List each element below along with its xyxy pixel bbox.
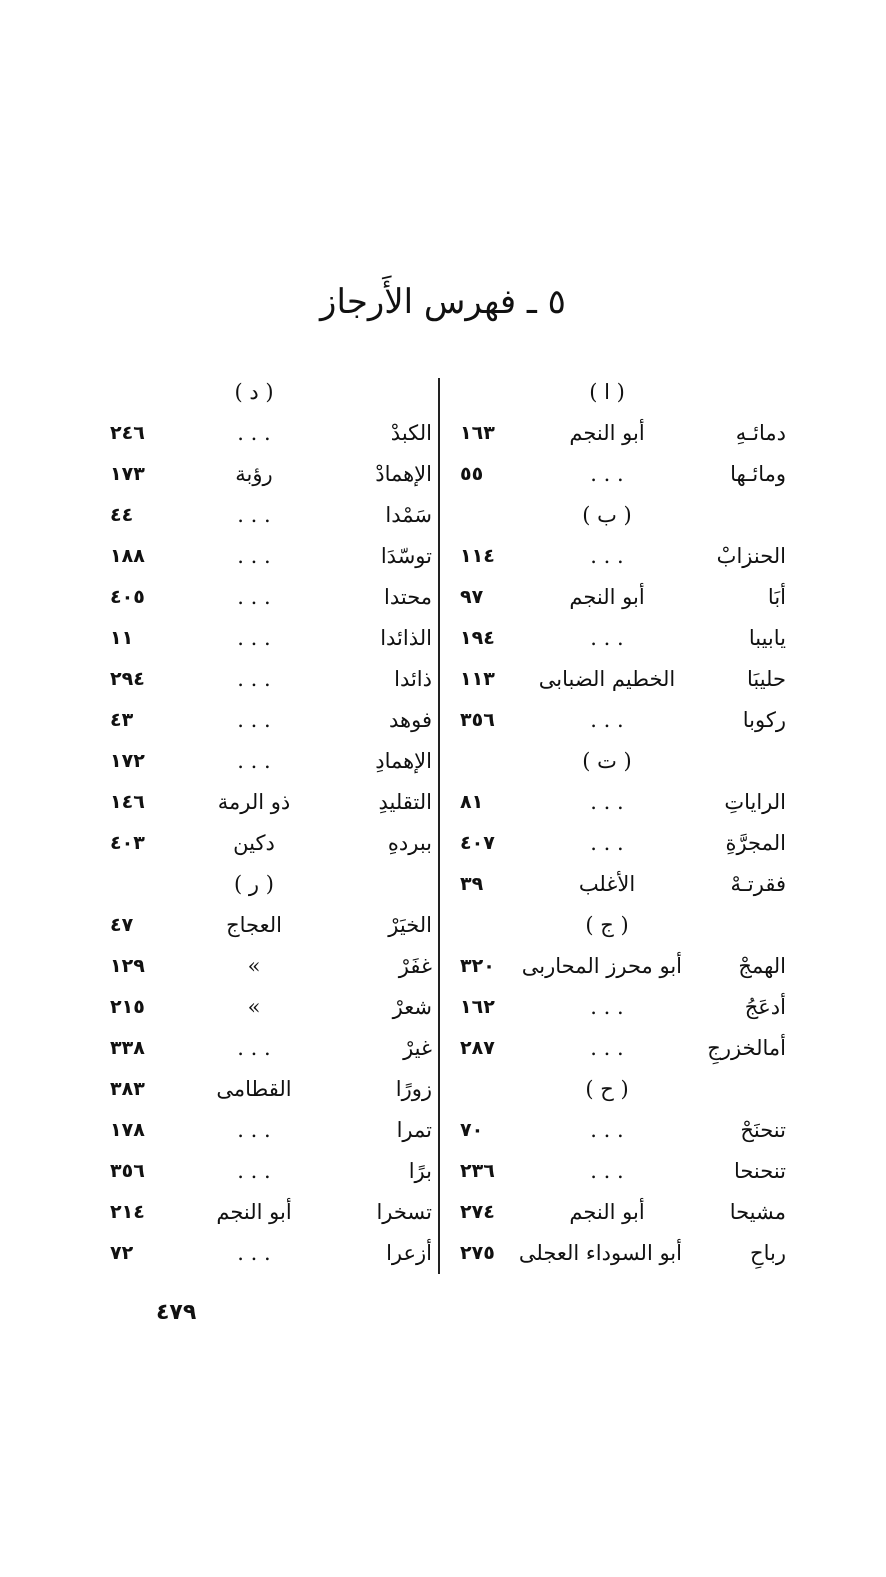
poet-name: . . . xyxy=(590,626,624,650)
page-ref: ١٨٨ xyxy=(110,545,145,567)
poet-name: . . . xyxy=(590,1036,624,1060)
rhyme-word: ركوبا xyxy=(742,708,786,732)
index-entry xyxy=(100,1192,432,1233)
rhyme-word: دمائـهِ xyxy=(735,421,786,445)
poet-name: أبو النجم xyxy=(216,1200,292,1224)
page-ref: ٣٥٦ xyxy=(460,709,495,731)
rhyme-word: تسخرا xyxy=(376,1200,432,1224)
index-entry xyxy=(100,495,432,536)
index-column-left xyxy=(100,372,432,1272)
index-entry xyxy=(446,1192,786,1233)
letter-heading xyxy=(446,372,786,413)
poet-name: رؤبة xyxy=(235,462,273,486)
index-entry xyxy=(446,700,786,741)
poet-name: القطامى xyxy=(216,1077,292,1101)
page-ref: ٥٥ xyxy=(460,463,484,485)
page-ref: ١٦٢ xyxy=(460,996,495,1018)
index-entry xyxy=(100,659,432,700)
rhyme-word: الهمجْ xyxy=(738,954,786,978)
letter-heading-text: ( ب ) xyxy=(582,503,632,527)
index-entry xyxy=(446,413,786,454)
poet-name: . . . xyxy=(590,995,624,1019)
page-number: ٤٧٩ xyxy=(156,1300,197,1325)
letter-heading xyxy=(100,372,432,413)
rhyme-word: الحنزابْ xyxy=(716,544,786,568)
letter-heading xyxy=(446,905,786,946)
page-ref: ٢١٤ xyxy=(110,1201,145,1223)
poet-name: الخطيم الضبابى xyxy=(538,667,676,691)
page-ref: ٢٧٤ xyxy=(460,1201,495,1223)
index-entry xyxy=(446,1233,786,1274)
page-ref: ٣٢٠ xyxy=(460,955,495,977)
poet-name: » xyxy=(247,954,261,978)
page-ref: ٣٣٨ xyxy=(110,1037,145,1059)
rhyme-word: أمالخزرجِ xyxy=(707,1036,786,1060)
rhyme-word: فوهد xyxy=(389,708,432,732)
page-ref: ١١٤ xyxy=(460,545,495,567)
letter-heading-text: ( ا ) xyxy=(589,380,625,404)
index-entry xyxy=(446,1151,786,1192)
index-entry xyxy=(446,1028,786,1069)
poet-name: أبو النجم xyxy=(569,421,645,445)
page-ref: ٨١ xyxy=(460,791,484,813)
rhyme-word: الإهمادِ xyxy=(375,749,432,773)
rhyme-word: أبَا xyxy=(767,585,786,609)
poet-name: أبو محرز المحاربى xyxy=(521,954,682,978)
rhyme-word: غيرْ xyxy=(403,1036,432,1060)
poet-name: . . . xyxy=(237,1241,271,1265)
index-entry xyxy=(446,1110,786,1151)
index-entry xyxy=(100,1151,432,1192)
page-ref: ١٩٤ xyxy=(460,627,495,649)
index-entry xyxy=(100,413,432,454)
poet-name: » xyxy=(247,995,261,1019)
index-entry xyxy=(100,1233,432,1274)
poet-name: . . . xyxy=(590,462,624,486)
index-entry xyxy=(446,659,786,700)
page-ref: ٤٧ xyxy=(110,914,134,936)
page-ref: ١١٣ xyxy=(460,668,495,690)
page-ref: ٣٩ xyxy=(460,873,484,895)
page-ref: ١٤٦ xyxy=(110,791,145,813)
rhyme-word: محتدا xyxy=(384,585,432,609)
index-entry xyxy=(446,782,786,823)
rhyme-word: مشيحا xyxy=(729,1200,786,1224)
poet-name: أبو السوداء العجلى xyxy=(518,1241,682,1265)
letter-heading-text: ( ر ) xyxy=(234,872,274,896)
rhyme-word: ذائدا xyxy=(394,667,432,691)
rhyme-word: الكبدْ xyxy=(390,421,432,445)
poet-name: . . . xyxy=(237,544,271,568)
page-ref: ٢١٥ xyxy=(110,996,145,1018)
poet-name: العجاج xyxy=(226,913,282,937)
poet-name: . . . xyxy=(237,708,271,732)
poet-name: . . . xyxy=(590,1159,624,1183)
page-ref: ٤٣ xyxy=(110,709,134,731)
poet-name: . . . xyxy=(237,503,271,527)
letter-heading xyxy=(446,1069,786,1110)
index-entry xyxy=(100,905,432,946)
rhyme-word: تنحنَحْ xyxy=(740,1118,786,1142)
rhyme-word: ببردهِ xyxy=(387,831,432,855)
page-ref: ١٧٨ xyxy=(110,1119,145,1141)
rhyme-word: الإهمادْ xyxy=(375,462,432,486)
page-ref: ٤٤ xyxy=(110,504,134,526)
page-ref: ١٢٩ xyxy=(110,955,145,977)
poet-name: . . . xyxy=(590,544,624,568)
rhyme-word: أدعَجُ xyxy=(744,995,786,1019)
index-entry xyxy=(100,823,432,864)
index-entry xyxy=(446,987,786,1028)
poet-name: . . . xyxy=(237,1036,271,1060)
rhyme-word: أزعرا xyxy=(386,1241,432,1265)
index-entry xyxy=(100,946,432,987)
poet-name: . . . xyxy=(237,626,271,650)
poet-name: الأغلب xyxy=(578,872,636,896)
rhyme-word: رباحِ xyxy=(750,1241,786,1265)
index-entry xyxy=(100,1028,432,1069)
poet-name: ذو الرمة xyxy=(217,790,291,814)
index-entry xyxy=(446,946,786,987)
rhyme-word: شعرْ xyxy=(392,995,432,1019)
index-entry xyxy=(100,741,432,782)
page-ref: ٧٠ xyxy=(460,1119,484,1141)
page-ref: ٩٧ xyxy=(460,586,484,608)
page-ref: ٣٨٣ xyxy=(110,1078,145,1100)
page-ref: ١٧٢ xyxy=(110,750,145,772)
column-divider xyxy=(438,378,440,1274)
index-entry xyxy=(446,577,786,618)
rhyme-word: الذائدا xyxy=(380,626,432,650)
page-ref: ٢٨٧ xyxy=(460,1037,495,1059)
index-entry xyxy=(100,577,432,618)
index-entry xyxy=(100,618,432,659)
index-entry xyxy=(100,1110,432,1151)
page-ref: ٤٠٣ xyxy=(110,832,145,854)
poet-name: . . . xyxy=(237,667,271,691)
page-ref: ٤٠٧ xyxy=(460,832,495,854)
rhyme-word: الخيَرْ xyxy=(388,913,432,937)
rhyme-word: برًا xyxy=(408,1159,432,1183)
letter-heading-text: ( ت ) xyxy=(582,749,632,773)
rhyme-word: التقليدِ xyxy=(378,790,432,814)
page-ref: ٢٤٦ xyxy=(110,422,145,444)
letter-heading xyxy=(100,864,432,905)
index-entry xyxy=(100,987,432,1028)
index-entry xyxy=(100,454,432,495)
letter-heading-text: ( د ) xyxy=(234,380,274,404)
index-entry xyxy=(446,536,786,577)
letter-heading xyxy=(446,495,786,536)
rhyme-word: غفَرْ xyxy=(398,954,432,978)
poet-name: . . . xyxy=(237,585,271,609)
page-ref: ٧٢ xyxy=(110,1242,134,1264)
page-ref: ٢٩٤ xyxy=(110,668,145,690)
poet-name: . . . xyxy=(237,749,271,773)
rhyme-word: المجرَّةِ xyxy=(725,831,786,855)
index-entry xyxy=(100,700,432,741)
poet-name: أبو النجم xyxy=(569,585,645,609)
page-ref: ١٦٣ xyxy=(460,422,495,444)
rhyme-word: فقرتـهْ xyxy=(730,872,786,896)
rhyme-word: توسّدَا xyxy=(380,544,432,568)
rhyme-word: تمرا xyxy=(396,1118,432,1142)
poet-name: . . . xyxy=(237,1159,271,1183)
rhyme-word: زورًا xyxy=(395,1077,432,1101)
index-entry xyxy=(446,823,786,864)
letter-heading xyxy=(446,741,786,782)
letter-heading-text: ( ح ) xyxy=(585,1077,629,1101)
poet-name: . . . xyxy=(590,1118,624,1142)
poet-name: . . . xyxy=(237,1118,271,1142)
index-entry xyxy=(100,782,432,823)
rhyme-word: تنحنحا xyxy=(733,1159,786,1183)
index-entry xyxy=(100,536,432,577)
page-ref: ١٧٣ xyxy=(110,463,145,485)
poet-name: . . . xyxy=(237,421,271,445)
page-ref: ٢٧٥ xyxy=(460,1242,495,1264)
index-entry xyxy=(446,454,786,495)
poet-name: . . . xyxy=(590,831,624,855)
index-entry xyxy=(446,618,786,659)
letter-heading-text: ( ج ) xyxy=(585,913,629,937)
index-column-right xyxy=(446,372,786,1272)
page-ref: ٣٥٦ xyxy=(110,1160,145,1182)
rhyme-word: الراياتِ xyxy=(724,790,786,814)
page-ref: ٢٣٦ xyxy=(460,1160,495,1182)
page-title: ٥ ـ فهرس الأَرجاز xyxy=(320,282,566,322)
page-ref: ٤٠٥ xyxy=(110,586,145,608)
rhyme-word: يابيبا xyxy=(748,626,786,650)
index-entry xyxy=(446,864,786,905)
poet-name: . . . xyxy=(590,790,624,814)
rhyme-word: سَمْدا xyxy=(385,503,432,527)
poet-name: . . . xyxy=(590,708,624,732)
rhyme-word: ومائـها xyxy=(730,462,786,486)
poet-name: أبو النجم xyxy=(569,1200,645,1224)
poet-name: دكين xyxy=(233,831,275,855)
page-ref: ١١ xyxy=(110,627,134,649)
rhyme-word: حليبَا xyxy=(746,667,786,691)
index-entry xyxy=(100,1069,432,1110)
